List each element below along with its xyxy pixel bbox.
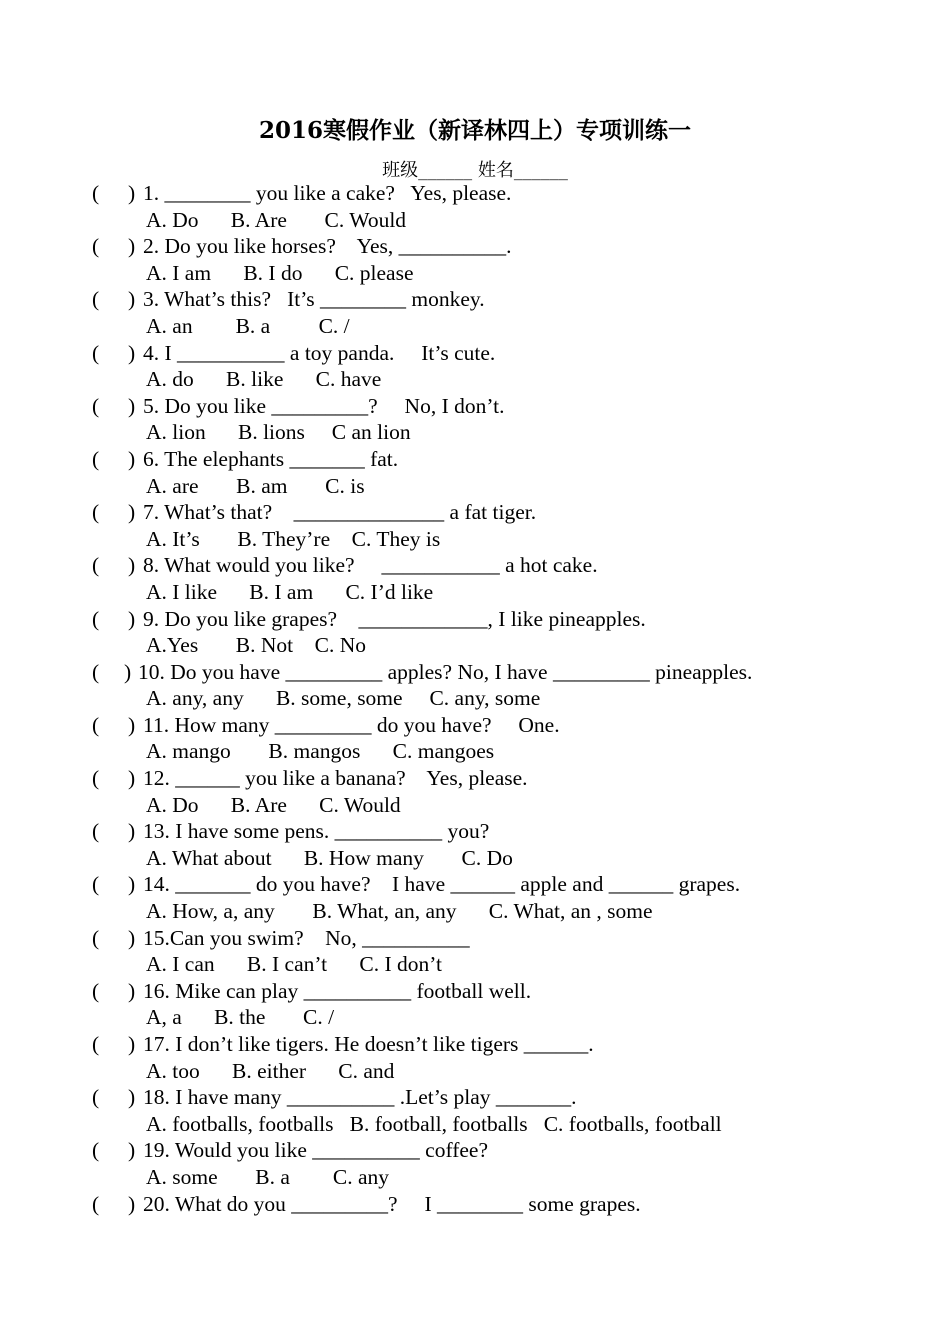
answer-options: A.Yes B. Not C. No xyxy=(146,633,367,658)
question-6 xyxy=(0,446,950,473)
answer-paren-open: ( xyxy=(92,766,100,791)
question-9 xyxy=(0,606,950,633)
answer-paren-open: ( xyxy=(92,393,100,418)
question-14 xyxy=(0,871,950,898)
answer-options: A. It’s B. They’re C. They is xyxy=(146,526,441,551)
answer-paren-close: ) xyxy=(128,819,136,844)
answer-paren-close: ) xyxy=(128,606,136,631)
question-stem: 8. What would you like? ___________ a hot cake. xyxy=(143,553,598,578)
question-7 xyxy=(0,499,950,526)
question-16-options xyxy=(0,1004,950,1031)
answer-paren-open: ( xyxy=(92,234,100,259)
question-16 xyxy=(0,978,950,1005)
answer-options: A. I like B. I am C. I’d like xyxy=(146,579,434,604)
answer-paren-open: ( xyxy=(92,712,100,737)
answer-options: A. are B. am C. is xyxy=(146,473,365,498)
question-stem: 5. Do you like _________? No, I don’t. xyxy=(143,393,505,418)
answer-options: A. How, a, any B. What, an, any C. What, an , some xyxy=(146,899,653,924)
answer-paren-open: ( xyxy=(92,500,100,525)
question-list xyxy=(0,180,950,1217)
answer-paren-close: ) xyxy=(128,1032,136,1056)
question-17 xyxy=(0,1031,950,1058)
answer-paren-close: ) xyxy=(128,234,136,259)
answer-paren-open: ( xyxy=(92,287,100,312)
question-stem: 16. Mike can play __________ football well. xyxy=(143,978,532,1003)
answer-paren-close: ) xyxy=(128,340,136,365)
question-20 xyxy=(0,1191,950,1218)
answer-options: A. I can B. I can’t C. I don’t xyxy=(146,952,442,977)
question-stem: 19. Would you like __________ coffee? xyxy=(143,1138,488,1163)
question-18-options xyxy=(0,1111,950,1138)
question-19-options xyxy=(0,1164,950,1191)
answer-paren-open: ( xyxy=(92,872,100,897)
question-10-options xyxy=(0,685,950,712)
answer-paren-open: ( xyxy=(92,606,100,631)
question-12 xyxy=(0,765,950,792)
answer-options: A. mango B. mangos C. mangoes xyxy=(146,739,495,764)
question-15-options xyxy=(0,951,950,978)
answer-options: A. an B. a C. / xyxy=(146,313,350,338)
answer-paren-close: ) xyxy=(128,712,136,737)
answer-paren-close: ) xyxy=(128,1191,136,1216)
answer-paren-open: ( xyxy=(92,181,100,205)
question-14-options xyxy=(0,898,950,925)
question-stem: 11. How many _________ do you have? One. xyxy=(143,712,560,737)
question-3-options xyxy=(0,313,950,340)
question-5 xyxy=(0,393,950,420)
answer-options: A. any, any B. some, some C. any, some xyxy=(146,686,541,711)
answer-paren-open: ( xyxy=(92,1032,100,1056)
question-8 xyxy=(0,552,950,579)
answer-paren-close: ) xyxy=(128,500,136,525)
answer-paren-open: ( xyxy=(92,819,100,844)
question-11-options xyxy=(0,738,950,765)
answer-paren-close: ) xyxy=(128,181,136,205)
question-stem: 4. I __________ a toy panda. It’s cute. xyxy=(143,340,496,365)
answer-paren-close: ) xyxy=(128,393,136,418)
answer-paren-close: ) xyxy=(128,872,136,897)
question-stem: 13. I have some pens. __________ you? xyxy=(143,819,490,844)
answer-paren-close: ) xyxy=(128,766,136,791)
answer-paren-close: ) xyxy=(128,1138,136,1163)
question-3 xyxy=(0,286,950,313)
question-stem: 18. I have many __________ .Let’s play _______. xyxy=(143,1085,577,1110)
question-1 xyxy=(0,180,950,207)
question-6-options xyxy=(0,473,950,500)
question-stem: 9. Do you like grapes? ____________, I like pineapples. xyxy=(143,606,646,631)
question-8-options xyxy=(0,579,950,606)
question-2-options xyxy=(0,260,950,287)
answer-paren-open: ( xyxy=(92,659,100,684)
answer-paren-open: ( xyxy=(92,1138,100,1163)
answer-options: A. Do B. Are C. Would xyxy=(146,207,407,232)
answer-paren-close: ) xyxy=(128,446,136,471)
worksheet-title: 2016寒假作业（新译林四上）专项训练一 xyxy=(258,117,691,144)
question-18 xyxy=(0,1084,950,1111)
question-2 xyxy=(0,233,950,260)
question-stem: 3. What’s this? It’s ________ monkey. xyxy=(143,287,485,312)
question-stem: 14. _______ do you have? I have ______ apple and ______ grapes. xyxy=(143,872,741,897)
answer-paren-close: ) xyxy=(128,978,136,1003)
answer-paren-open: ( xyxy=(92,1191,100,1216)
question-13 xyxy=(0,818,950,845)
question-stem: 1. ________ you like a cake? Yes, please. xyxy=(143,181,512,205)
question-stem: 6. The elephants _______ fat. xyxy=(143,446,399,471)
question-19 xyxy=(0,1137,950,1164)
answer-paren-close: ) xyxy=(124,659,132,684)
question-9-options xyxy=(0,632,950,659)
question-stem: 10. Do you have _________ apples? No, I have _________ pineapples. xyxy=(138,659,753,684)
question-stem: 12. ______ you like a banana? Yes, please. xyxy=(143,766,528,791)
answer-options: A. do B. like C. have xyxy=(146,367,382,392)
answer-paren-close: ) xyxy=(128,1085,136,1110)
question-stem: 15.Can you swim? No, __________ xyxy=(143,925,470,950)
question-stem: 2. Do you like horses? Yes, __________. xyxy=(143,234,512,259)
question-4-options xyxy=(0,366,950,393)
answer-options: A. some B. a C. any xyxy=(146,1164,390,1189)
answer-options: A. Do B. Are C. Would xyxy=(146,792,401,817)
answer-options: A. footballs, footballs B. football, footballs C. footballs, football xyxy=(146,1111,722,1136)
answer-options: A. What about B. How many C. Do xyxy=(146,845,513,870)
answer-paren-close: ) xyxy=(128,287,136,312)
question-15 xyxy=(0,925,950,952)
answer-paren-open: ( xyxy=(92,446,100,471)
answer-paren-close: ) xyxy=(128,553,136,578)
class-name-line: 班级______ 姓名______ xyxy=(382,160,568,181)
question-12-options xyxy=(0,792,950,819)
question-5-options xyxy=(0,419,950,446)
question-7-options xyxy=(0,526,950,553)
answer-options: A, a B. the C. / xyxy=(146,1005,335,1030)
question-11 xyxy=(0,712,950,739)
answer-options: A. lion B. lions C an lion xyxy=(146,420,411,445)
answer-paren-open: ( xyxy=(92,553,100,578)
question-10 xyxy=(0,659,950,686)
answer-options: A. too B. either C. and xyxy=(146,1058,395,1083)
answer-paren-open: ( xyxy=(92,925,100,950)
answer-options: A. I am B. I do C. please xyxy=(146,260,414,285)
question-stem: 7. What’s that? ______________ a fat tiger. xyxy=(143,500,537,525)
answer-paren-open: ( xyxy=(92,978,100,1003)
question-17-options xyxy=(0,1058,950,1085)
question-stem: 20. What do you _________? I ________ some grapes. xyxy=(143,1191,641,1216)
question-13-options xyxy=(0,845,950,872)
question-stem: 17. I don’t like tigers. He doesn’t like tigers ______. xyxy=(143,1032,594,1056)
question-4 xyxy=(0,340,950,367)
answer-paren-close: ) xyxy=(128,925,136,950)
answer-paren-open: ( xyxy=(92,340,100,365)
answer-paren-open: ( xyxy=(92,1085,100,1110)
question-1-options xyxy=(0,207,950,234)
